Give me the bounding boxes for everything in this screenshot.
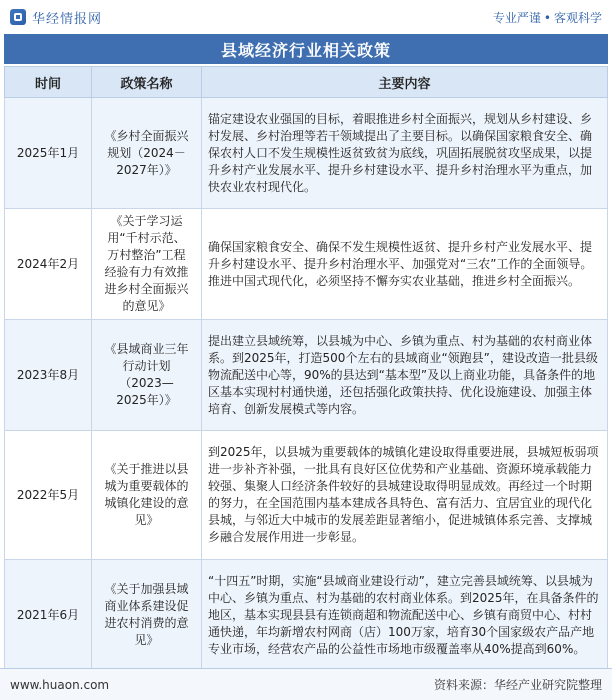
slogan-part-2: 客观科学 [553,10,602,25]
cell-policy-name: 《关于加强县域商业体系建设促进农村消费的意见》 [92,560,202,671]
header-policy-name: 政策名称 [92,67,202,98]
table-row [5,98,608,209]
slogan-part-1: 专业严谨 [492,10,541,25]
cell-content: “十四五”时期，实施“县域商业建设行动”，建立完善县域统筹、以县城为中心、乡镇为重点、村为基础的农村商业体系。到2025年，在具备条件的地区，基本实现县县有连锁商超和物流配送中心、乡镇有商贸中心、村村通快递，年均新增农村网商（店）100万家，培育30个国家级农产品产地专业市场，经营农产品的公益性市场地市级覆盖率从40%提高到60%。 [202,560,608,671]
cell-policy-name: 《关于推进以县城为重要载体的城镇化建设的意见》 [92,431,202,560]
table-header-row [5,67,608,98]
cell-policy-name: 《乡村全面振兴规划（2024－2027年）》 [92,98,202,209]
cell-policy-name: 《关于学习运用“千村示范、万村整治”工程经验有力有效推进乡村全面振兴的意见》 [92,209,202,320]
brand-bar [0,0,612,34]
table-row [5,320,608,431]
cell-time: 2021年6月 [5,560,92,671]
footer-website: www.huaon.com [10,677,110,692]
slogan-separator: • [543,10,551,25]
cell-time: 2024年2月 [5,209,92,320]
brand-logo-group [10,8,102,27]
cell-policy-name: 《县域商业三年行动计划（2023—2025年）》 [92,320,202,431]
brand-logo-icon [10,9,26,25]
brand-slogan [493,9,602,26]
cell-time: 2025年1月 [5,98,92,209]
table-row [5,560,608,671]
cell-content: 到2025年，以县城为重要载体的城镇化建设取得重要进展，县城短板弱项进一步补齐补强，一批具有良好区位优势和产业基础、资源环境承载能力较强、集聚人口经济条件较好的县城建设取得明显成效。再经过一个时期的努力，在全国范围内基本建成各具特色、富有活力、宜居宜业的现代化县城，与邻近大中城市的发展差距显著缩小，促进城镇体系完善、支撑城乡融合发展作用进一步彰显。 [202,431,608,560]
footer [0,668,612,700]
brand-name: 华经情报网 [32,11,103,27]
page-title: 县域经济行业相关政策 [4,34,608,64]
cell-content: 提出建立县域统筹，以县城为中心、乡镇为重点、村为基础的农村商业体系。到2025年，打造500个左右的县域商业“领跑县”，建设改造一批县级物流配送中心等，90%的县达到“基本型”及以上商业功能，具备条件的地区基本实现村村通快递，还包括强化政策扶持、优化设施建设、加强主体培育、创新发展模式等内容。 [202,320,608,431]
table-row [5,209,608,320]
policy-table [4,66,608,671]
header-content: 主要内容 [202,67,608,98]
cell-time: 2022年5月 [5,431,92,560]
cell-time: 2023年8月 [5,320,92,431]
header-time: 时间 [5,67,92,98]
footer-source: 资料来源：华经产业研究院整理 [433,678,602,692]
cell-content: 确保国家粮食安全、确保不发生规模性返贫、提升乡村产业发展水平、提升乡村建设水平、提升乡村治理水平、加强党对“三农”工作的全面领导。推进中国式现代化，必须坚持不懈夯实农业基础，推进乡村全面振兴。 [202,209,608,320]
table-row [5,431,608,560]
cell-content: 锚定建设农业强国的目标，着眼推进乡村全面振兴，规划从乡村建设、乡村发展、乡村治理等若干领域提出了主要目标。以确保国家粮食安全、确保农村人口不发生规模性返贫致贫为底线，巩固拓展脱贫攻坚成果，以提升乡村产业发展水平、提升乡村建设水平、提升乡村治理水平为重点，加快农业农村现代化。 [202,98,608,209]
